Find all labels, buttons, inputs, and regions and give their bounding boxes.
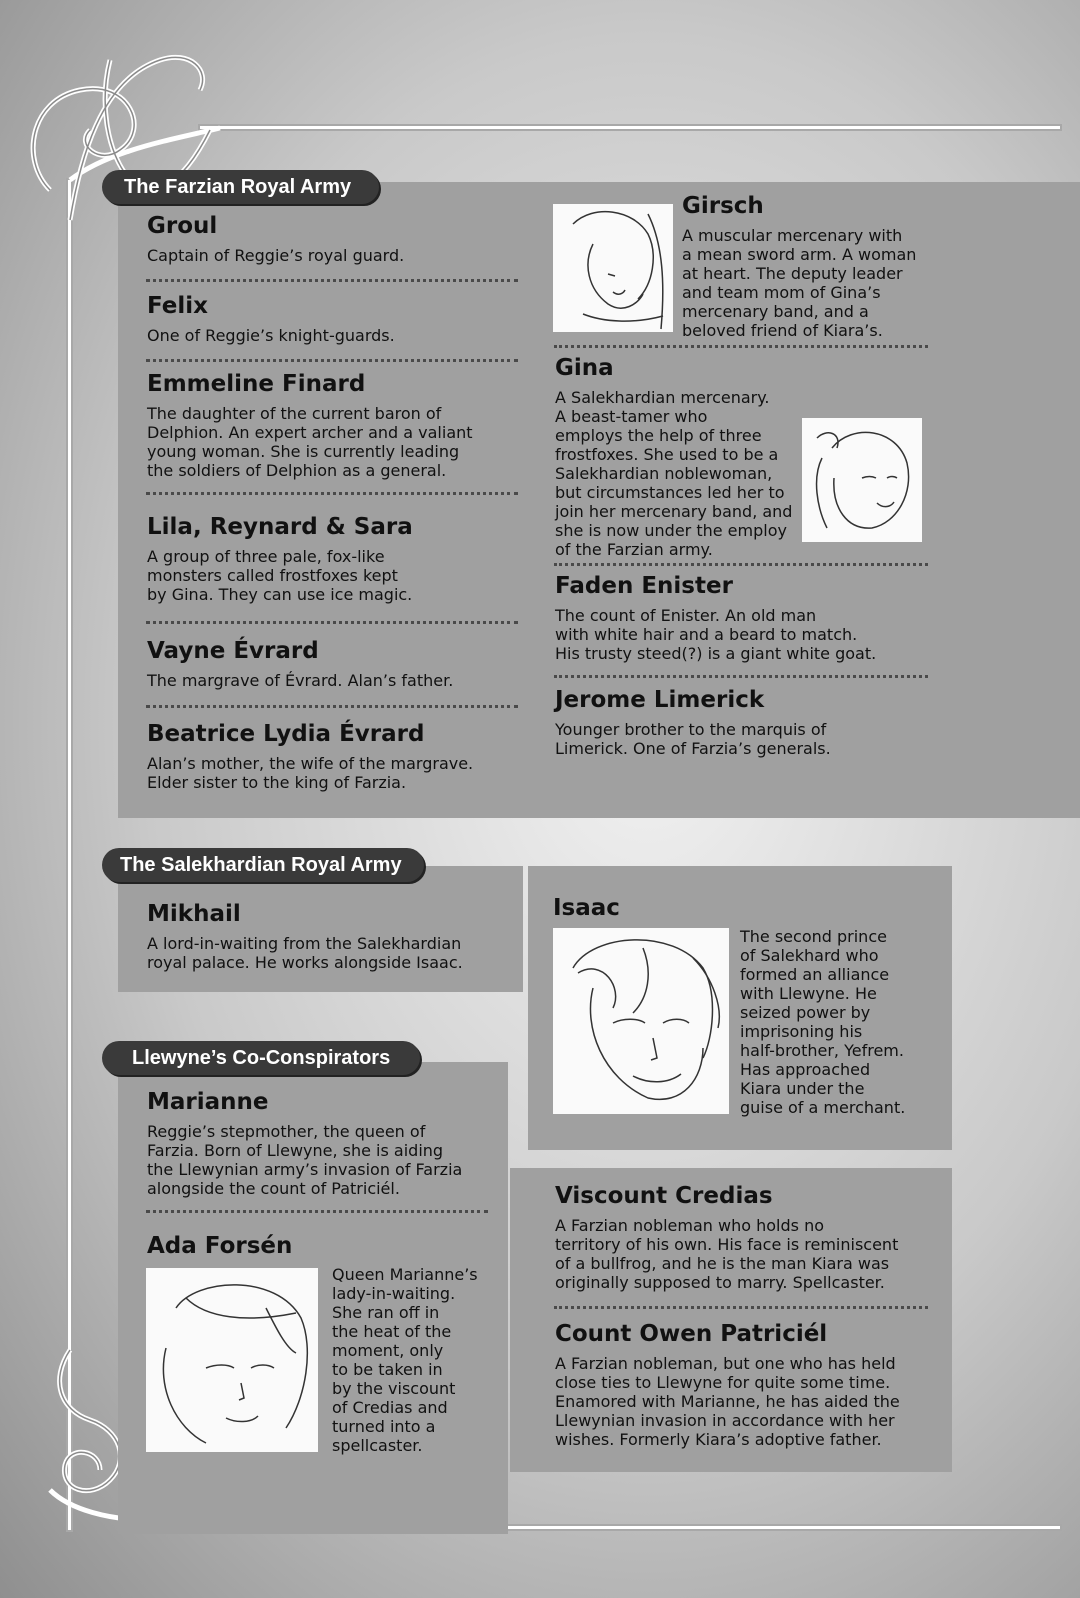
character-mikhail (147, 900, 517, 972)
character-desc (332, 1265, 502, 1455)
desc-line: frostfoxes. She used to be a (555, 445, 779, 464)
desc-line: Kiara under the (740, 1079, 865, 1098)
isaac-portrait-icon (553, 928, 729, 1114)
character-ada-name (147, 1232, 447, 1266)
character-desc (555, 1354, 950, 1449)
desc-line: guise of a merchant. (740, 1098, 906, 1117)
section-header-conspirators: Llewyne’s Co-Conspirators (102, 1041, 420, 1075)
desc-line: with Llewyne. He (740, 984, 877, 1003)
desc-line: She ran off in (332, 1303, 440, 1322)
desc-line: turned into a (332, 1417, 436, 1436)
character-desc (147, 934, 517, 972)
character-name: Isaac (553, 895, 620, 921)
character-desc (555, 1216, 950, 1292)
character-vayne (147, 637, 517, 690)
separator (146, 359, 518, 362)
separator (146, 492, 518, 495)
desc-line: young woman. She is currently leading (147, 442, 460, 461)
desc-line: monsters called frostfoxes kept (147, 566, 398, 585)
desc-line: she is now under the employ (555, 521, 787, 540)
desc-line: Elder sister to the king of Farzia. (147, 773, 407, 792)
character-name: Emmeline Finard (147, 371, 366, 397)
desc-line: of Salekhard who (740, 946, 879, 965)
section-header-salekhardian: The Salekhardian Royal Army (102, 848, 424, 882)
character-felix (147, 292, 517, 345)
desc-line: of a bullfrog, and he is the man Kiara was (555, 1254, 890, 1273)
character-desc (555, 606, 935, 663)
gina-portrait-icon (802, 418, 922, 542)
desc-line: the Llewynian army’s invasion of Farzia (147, 1160, 463, 1179)
desc-line: Enamored with Marianne, he has aided the (555, 1392, 900, 1411)
desc-line: A muscular mercenary with (682, 226, 903, 245)
desc-line: the soldiers of Delphion as a general. (147, 461, 447, 480)
desc-line: formed an alliance (740, 965, 890, 984)
separator (554, 563, 928, 566)
character-isaac-name (553, 894, 753, 928)
separator (146, 279, 518, 282)
character-desc (740, 927, 950, 1117)
desc-line: The second prince (740, 927, 887, 946)
section-header-farzian: The Farzian Royal Army (102, 170, 379, 204)
desc-line: wishes. Formerly Kiara’s adoptive father. (555, 1430, 882, 1449)
character-name: Viscount Credias (555, 1183, 773, 1209)
desc-line: The daughter of the current baron of (147, 404, 442, 423)
girsch-portrait-icon (553, 204, 673, 332)
desc-line: originally supposed to marry. Spellcaster. (555, 1273, 885, 1292)
desc-line: with white hair and a beard to match. (555, 625, 858, 644)
desc-line: employs the help of three (555, 426, 762, 445)
desc-line: A Salekhardian mercenary. (555, 388, 770, 407)
desc-line: A beast-tamer who (555, 407, 708, 426)
character-name: Gina (555, 355, 614, 381)
desc-line: the heat of the (332, 1322, 452, 1341)
character-credias (555, 1182, 950, 1292)
character-name: Felix (147, 293, 208, 319)
character-name: Lila, Reynard & Sara (147, 514, 413, 540)
desc-line: join her mercenary band, and (555, 502, 793, 521)
desc-line: imprisoning his (740, 1022, 863, 1041)
desc-line: by Gina. They can use ice magic. (147, 585, 413, 604)
character-emmeline (147, 370, 517, 480)
character-name: Count Owen Patriciél (555, 1321, 828, 1347)
desc-line: to be taken in (332, 1360, 443, 1379)
desc-line: royal palace. He works alongside Isaac. (147, 953, 463, 972)
character-desc (147, 547, 517, 604)
ada-portrait-icon (146, 1268, 318, 1452)
desc-line: Younger brother to the marquis of (555, 720, 827, 739)
desc-line: Has approached (740, 1060, 871, 1079)
character-girsch (682, 192, 942, 340)
desc-line: Salekhardian noblewoman, (555, 464, 773, 483)
separator (146, 705, 518, 708)
desc-line: His trusty steed(?) is a giant white goat. (555, 644, 877, 663)
desc-line: and team mom of Gina’s (682, 283, 881, 302)
desc-line: seized power by (740, 1003, 871, 1022)
character-faden (555, 572, 935, 663)
character-name: Beatrice Lydia Évrard (147, 721, 425, 747)
desc-line: lady-in-waiting. (332, 1284, 456, 1303)
character-name: Jerome Limerick (555, 687, 765, 713)
desc-line: The count of Enister. An old man (555, 606, 817, 625)
character-jerome (555, 686, 935, 758)
desc-line: Queen Marianne’s (332, 1265, 478, 1284)
desc-line: A lord-in-waiting from the Salekhardian (147, 934, 462, 953)
character-name: Ada Forsén (147, 1233, 293, 1259)
character-name: Marianne (147, 1089, 269, 1115)
character-ada-desc (332, 1265, 502, 1455)
character-lila-reynard-sara (147, 513, 517, 604)
desc-line: beloved friend of Kiara’s. (682, 321, 883, 340)
desc-line: A group of three pale, fox-like (147, 547, 385, 566)
character-desc (682, 226, 942, 340)
desc-line: A Farzian nobleman, but one who has held (555, 1354, 896, 1373)
character-beatrice (147, 720, 517, 792)
desc-line: Reggie’s stepmother, the queen of (147, 1122, 426, 1141)
desc-line: of the Farzian army. (555, 540, 713, 559)
desc-line: moment, only (332, 1341, 444, 1360)
separator (146, 621, 518, 624)
desc-line: close ties to Llewyne for quite some time. (555, 1373, 891, 1392)
desc-line: Farzia. Born of Llewyne, she is aiding (147, 1141, 444, 1160)
desc-line: alongside the count of Patriciél. (147, 1179, 400, 1198)
character-desc: The margrave of Évrard. Alan’s father. (147, 671, 454, 690)
character-desc (555, 720, 935, 758)
character-desc: Captain of Reggie’s royal guard. (147, 246, 405, 265)
desc-line: Limerick. One of Farzia’s generals. (555, 739, 831, 758)
desc-line: A Farzian nobleman who holds no (555, 1216, 824, 1235)
character-desc (555, 388, 825, 559)
character-gina (555, 354, 825, 559)
character-name: Groul (147, 213, 218, 239)
frame-line-top (200, 126, 1060, 129)
separator (554, 1306, 928, 1309)
frame-line-left (68, 180, 71, 1530)
character-owen (555, 1320, 950, 1449)
desc-line: half-brother, Yefrem. (740, 1041, 904, 1060)
desc-line: a mean sword arm. A woman (682, 245, 917, 264)
desc-line: Alan’s mother, the wife of the margrave. (147, 754, 474, 773)
character-marianne (147, 1088, 502, 1198)
character-desc (147, 754, 517, 792)
desc-line: territory of his own. His face is reminiscent (555, 1235, 899, 1254)
character-desc: One of Reggie’s knight-guards. (147, 326, 395, 345)
separator (146, 1210, 488, 1213)
desc-line: mercenary band, and a (682, 302, 869, 321)
character-name: Girsch (682, 193, 764, 219)
desc-line: of Credias and (332, 1398, 448, 1417)
character-desc (147, 1122, 502, 1198)
desc-line: but circumstances led her to (555, 483, 785, 502)
desc-line: spellcaster. (332, 1436, 423, 1455)
character-name: Vayne Évrard (147, 638, 319, 664)
desc-line: Llewynian invasion in accordance with her (555, 1411, 895, 1430)
separator (554, 675, 928, 678)
character-desc (147, 404, 517, 480)
character-name: Faden Enister (555, 573, 733, 599)
desc-line: at heart. The deputy leader (682, 264, 903, 283)
desc-line: by the viscount (332, 1379, 456, 1398)
character-isaac-desc (740, 927, 950, 1117)
desc-line: Delphion. An expert archer and a valiant (147, 423, 473, 442)
separator (554, 345, 928, 348)
character-name: Mikhail (147, 901, 241, 927)
character-groul (147, 212, 517, 265)
